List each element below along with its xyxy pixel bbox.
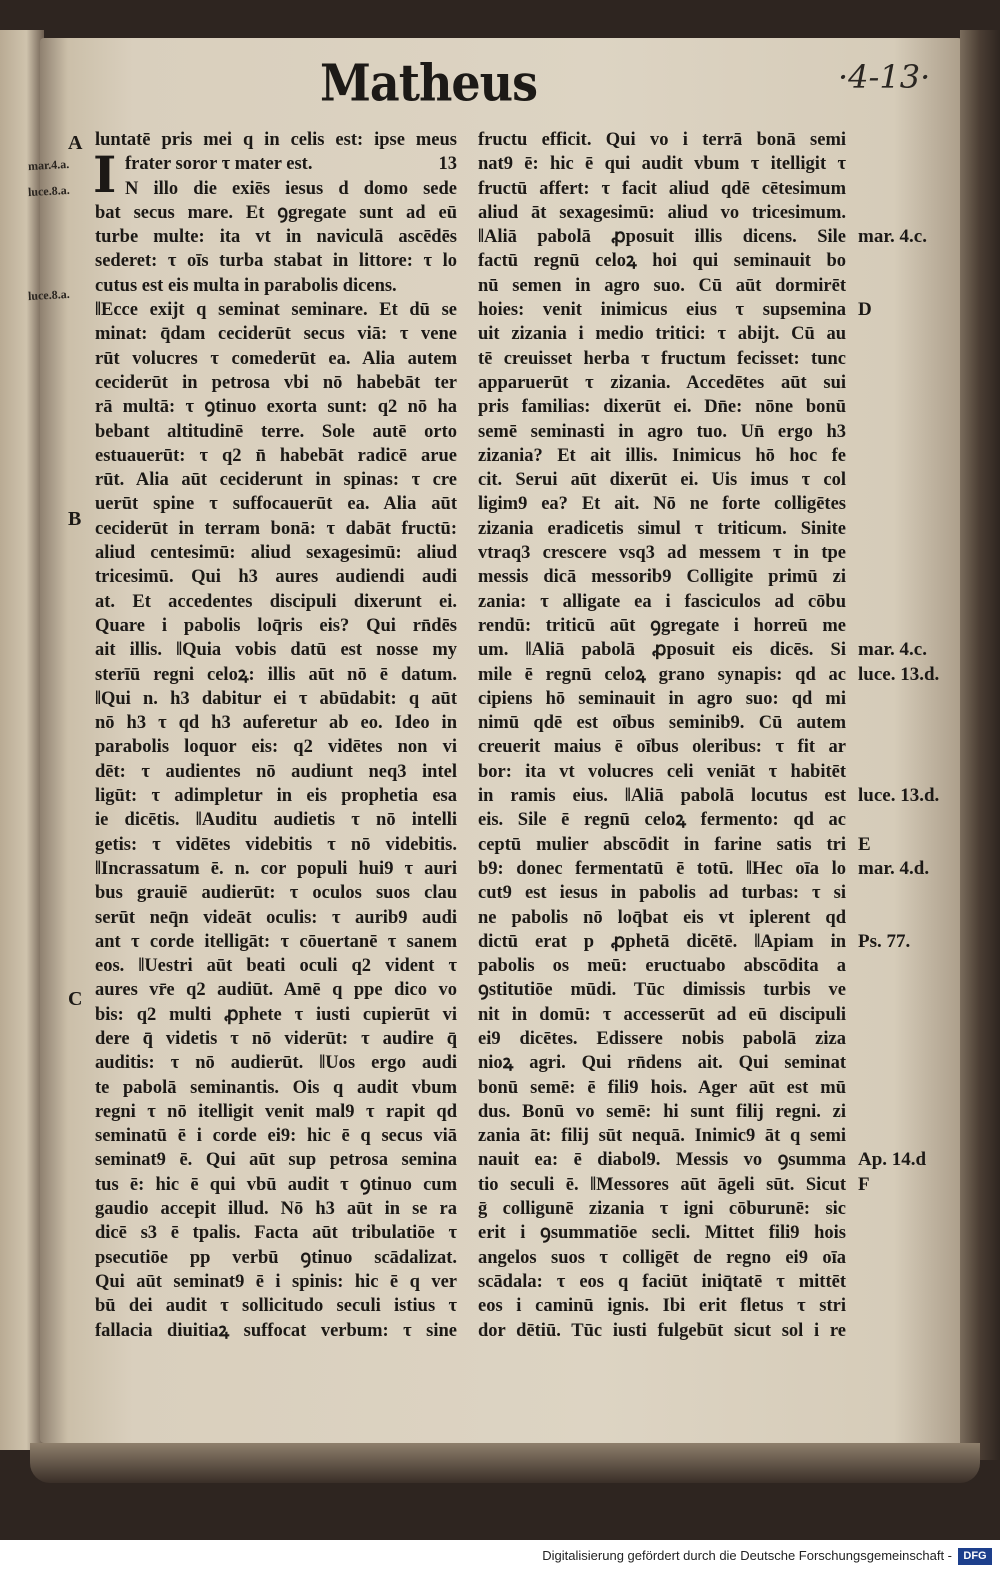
- text-line: [478, 492, 846, 516]
- text-line: [478, 711, 846, 735]
- text-line: [478, 225, 927, 249]
- line-text: creuerit maius ē oībus oleribus: τ fit ar: [478, 737, 846, 758]
- text-line: [478, 177, 846, 201]
- line-text: zania: τ alligate ea i fasciculos ad cōbu: [478, 591, 846, 612]
- text-line: [95, 1221, 457, 1245]
- line-text: dēt: τ audientes nō audiunt neq3 intel: [95, 761, 457, 782]
- text-line: [95, 1076, 457, 1100]
- line-text: dictū erat p ꝓphetā dicētē. ‖Apiam in: [478, 931, 846, 952]
- line-text: nit in domū: τ accesserūt ad eū discipuli: [478, 1004, 846, 1025]
- text-line: [478, 274, 846, 298]
- line-text: ie dicētis. ‖Auditu audietis τ nō intelli: [95, 810, 457, 831]
- text-line: [478, 1221, 846, 1245]
- text-line: [478, 687, 846, 711]
- text-line: [95, 663, 457, 687]
- page-fore-edge: [960, 30, 1000, 1460]
- text-line: [478, 808, 846, 832]
- line-text: tē creuisset herba τ fructum fecisset: tunc: [478, 348, 846, 369]
- line-text: ne pabolis nō loq̄bat eis vt iplerent qd: [478, 907, 846, 928]
- text-line: [478, 881, 846, 905]
- line-text: estuauerūt: τ q2 n̄ habebāt radicē arue: [95, 445, 457, 466]
- line-text: N illo die exiēs iesus d domo sede: [125, 178, 457, 199]
- text-line: [478, 638, 927, 662]
- text-line: [95, 1003, 457, 1027]
- text-line: [478, 614, 846, 638]
- line-text: tio seculi ē. ‖Messores aūt āgeli sūt. Sicut: [478, 1174, 846, 1195]
- line-text: psecutiōe pp verbū ꝯtinuo scādalizat.: [95, 1247, 457, 1268]
- line-text: frater soror τ mater est.: [125, 154, 313, 175]
- text-line: [478, 735, 846, 759]
- line-text: ligim9 ea? Et ait. Nō ne forte colligētes: [478, 494, 846, 515]
- text-line: [95, 347, 457, 371]
- text-line: [478, 760, 846, 784]
- line-text: gaudio accepit illud. Nō h3 aūt in se ra: [95, 1199, 457, 1220]
- line-text: bus grauiē audierūt: τ oculos suos clau: [95, 883, 457, 904]
- text-line: [478, 444, 846, 468]
- text-line: [95, 1051, 457, 1075]
- text-line: [95, 954, 457, 978]
- text-line: [95, 444, 457, 468]
- line-text: minat: q̄dam ceciderūt secus viā: τ vene: [95, 324, 457, 345]
- section-letter: C: [68, 988, 83, 1010]
- line-text: pris familias: dixerūt ei. Dn̄e: nōne bonū: [478, 397, 846, 418]
- text-line: [95, 881, 457, 905]
- line-text: tus ē: hic ē qui vbū audit τ ꝯtinuo cum: [95, 1174, 457, 1195]
- text-line: [95, 371, 457, 395]
- line-text: ꝯstitutiōe mūdi. Tūc dimissis turbis ve: [478, 980, 846, 1001]
- text-line: [95, 177, 457, 201]
- section-letter: B: [68, 508, 82, 530]
- text-line: [95, 808, 457, 832]
- text-line: [478, 1246, 846, 1270]
- text-line: [478, 371, 846, 395]
- line-text: bū dei audit τ sollicitudo seculi istius τ: [95, 1296, 457, 1317]
- line-text: bebant altitudinē terre. Sole autē orto: [95, 421, 457, 442]
- line-text: nimū qdē est oībus seminib9. Cū autem: [478, 713, 846, 734]
- line-text: sterīū regni celoꝝ: illis aūt nō ē datum.: [95, 664, 457, 685]
- line-text: zizania eradicetis simul τ triticum. Sinite: [478, 518, 846, 539]
- line-text: aliud āt sexagesimū: aliud vo tricesimum.: [478, 202, 846, 223]
- text-line: [478, 1076, 846, 1100]
- text-line: [95, 1148, 457, 1172]
- line-text: ait illis. ‖Quia vobis datū est nosse my: [95, 640, 457, 661]
- line-text: aures vr̄e q2 audiūt. Amē q ppe dico vo: [95, 980, 457, 1001]
- line-text: dus. Bonū vo semē: hi sunt filij regni. zi: [478, 1101, 846, 1122]
- text-line: [478, 906, 846, 930]
- line-text: factū regnū celoꝝ hoi qui seminauit bo: [478, 251, 846, 272]
- line-text: at. Et accedentes discipuli dixerunt ei.: [95, 591, 457, 612]
- text-line: [95, 468, 457, 492]
- text-line: [95, 128, 457, 152]
- line-text: mile ē regnū celoꝝ grano synapis: qd ac: [478, 664, 846, 685]
- footer-bar: [0, 1540, 1000, 1573]
- text-line: [478, 517, 846, 541]
- text-line: [95, 1124, 457, 1148]
- text-line: [95, 638, 457, 662]
- text-line: [478, 1051, 846, 1075]
- line-text: parabolis loquor eis: q2 vidētes non vi: [95, 737, 457, 758]
- left-text-column: [95, 128, 457, 1343]
- text-line: [478, 930, 911, 954]
- line-text: bor: ita vt volucres celi veniāt τ habitēt: [478, 761, 846, 782]
- text-line: [95, 857, 457, 881]
- text-line: [478, 347, 846, 371]
- line-text: regni τ nō itelligit venit mal9 τ rapit qd: [95, 1101, 457, 1122]
- text-line: [95, 225, 457, 249]
- text-line: [95, 1027, 457, 1051]
- line-text: Quare i pabolis loq̄ris eis? Qui rn̄dēs: [95, 615, 457, 636]
- line-text: fructū affert: τ facit aliud qdē cētesimum: [478, 178, 846, 199]
- line-text: ‖Incrassatum ē. n. cor populi hui9 τ auri: [95, 858, 457, 879]
- text-line: [478, 1197, 846, 1221]
- text-line: [478, 1100, 846, 1124]
- margin-ref: mar.4.a.: [27, 156, 70, 174]
- text-line: [478, 784, 940, 808]
- marginal-note: mar. 4.c.: [858, 226, 927, 248]
- line-text: Qui aūt seminat9 ē i spinis: hic ē q ver: [95, 1271, 457, 1292]
- facing-page-edge: [0, 30, 44, 1450]
- text-line: [95, 1294, 457, 1318]
- line-text: vtraq3 crescere vsq3 ad messem τ in tpe: [478, 543, 846, 564]
- marginal-note: E: [858, 833, 871, 855]
- line-text: um. ‖Aliā pabolā ꝓposuit eis dicēs. Si: [478, 640, 846, 661]
- line-text: uerūt spine τ suffocauerūt ea. Alia aūt: [95, 494, 457, 515]
- line-text: auditis: τ nō audierūt. ‖Uos ergo audi: [95, 1053, 457, 1074]
- text-line: [95, 1173, 457, 1197]
- text-line: [95, 735, 457, 759]
- page-bottom-edge: [30, 1443, 980, 1483]
- marginal-note: luce. 13.d.: [858, 663, 940, 685]
- text-line: [95, 249, 457, 273]
- line-text: fructu efficit. Qui vo i terrā bonā semi: [478, 130, 846, 150]
- line-text: ḡ colligunē zizania τ igni cōburunē: sic: [478, 1199, 846, 1220]
- text-line: [478, 954, 846, 978]
- line-text: nō h3 τ qd h3 auferetur ab eo. Ideo in: [95, 713, 457, 734]
- drop-initial: I: [93, 145, 117, 204]
- line-text: bonū semē: ē fili9 hois. Ager aūt est mū: [478, 1077, 846, 1098]
- line-text: erit i ꝯsummatiōe secli. Mittet fili9 hois: [478, 1223, 846, 1244]
- line-text: bis: q2 multi ꝓphete τ iusti cupierūt vi: [95, 1004, 457, 1025]
- line-text: in ramis eius. ‖Aliā pabolā locutus est: [478, 786, 846, 807]
- text-line: [95, 760, 457, 784]
- line-text: pabolis os meū: eructuabo abscōdita a: [478, 956, 846, 977]
- line-text: b9: donec fermentatū ē totū. ‖Hec oīa lo: [478, 858, 846, 879]
- text-line: [95, 152, 457, 176]
- text-line: [95, 590, 457, 614]
- line-text: cut9 est iesus in pabolis ad turbas: τ si: [478, 883, 846, 904]
- text-line: [95, 492, 457, 516]
- text-line: [95, 322, 457, 346]
- text-line: [95, 565, 457, 589]
- running-title: Matheus: [320, 53, 538, 113]
- text-line: [478, 249, 846, 273]
- text-line: [478, 395, 846, 419]
- text-line: [95, 420, 457, 444]
- line-text: ‖Ecce exijt q seminat seminare. Et dū se: [95, 300, 457, 321]
- marginal-note: mar. 4.c.: [858, 639, 927, 661]
- line-text: ligūt: τ adimpletur in eis prophetia esa: [95, 786, 457, 807]
- text-line: [478, 857, 930, 881]
- text-line: [95, 1319, 457, 1343]
- line-text: serūt neq̄n videāt oculis: τ aurib9 audi: [95, 907, 457, 928]
- line-text: rā multā: τ ꝯtinuo exorta sunt: q2 nō ha: [95, 397, 457, 418]
- line-text: nioꝝ agri. Qui rn̄dens ait. Qui seminat: [478, 1053, 846, 1074]
- line-text: dor dētiū. Tūc iusti fulgebūt sicut sol i re: [478, 1320, 846, 1341]
- marginal-note: Ap. 14.d: [858, 1149, 927, 1171]
- text-line: [478, 468, 846, 492]
- line-text: rūt. Alia aūt ceciderunt in spinas: τ cre: [95, 470, 457, 491]
- line-text: ei9 dicētes. Edissere nobis pabolā ziza: [478, 1028, 846, 1049]
- line-text: uit zizania i medio tritici: τ abijt. Cū au: [478, 324, 846, 345]
- line-text: scādala: τ eos q faciūt iniq̄tatē τ mittēt: [478, 1271, 846, 1292]
- section-letter: A: [68, 132, 83, 154]
- line-text: luntatē pris mei q in celis est: ipse meus: [95, 130, 457, 150]
- text-line: [478, 978, 846, 1002]
- marginal-note: luce. 13.d.: [858, 785, 940, 807]
- text-line: [478, 1294, 846, 1318]
- line-text: ceciderūt in terram bonā: τ dabāt fructū:: [95, 518, 457, 539]
- line-text: zizania? Et ait illis. Inimicus hō hoc fe: [478, 445, 846, 466]
- marginal-note: D: [858, 299, 872, 321]
- line-text: cipiens hō seminauit in agro suo: qd mi: [478, 688, 846, 709]
- text-line: [95, 930, 457, 954]
- text-line: [478, 1173, 870, 1197]
- text-line: [95, 687, 457, 711]
- text-line: [95, 541, 457, 565]
- text-line: [95, 298, 457, 322]
- line-text: nat9 ē: hic ē qui audit vbum τ itelligit τ: [478, 154, 846, 175]
- line-text: cutus est eis multa in parabolis dicens.: [95, 275, 397, 296]
- line-text: dicē s3 ē tpalis. Facta aūt tribulatiōe τ: [95, 1223, 457, 1244]
- line-text: rūt volucres τ comederūt ea. Alia autem: [95, 348, 457, 369]
- text-line: [95, 1100, 457, 1124]
- line-text: apparuerūt τ zizania. Accedētes aūt sui: [478, 372, 846, 393]
- text-line: [95, 517, 457, 541]
- text-line: [95, 784, 457, 808]
- text-line: [478, 833, 871, 857]
- text-line: [95, 274, 457, 298]
- line-text: turbe multe: ita vt in naviculā ascēdēs: [95, 227, 457, 248]
- text-line: [95, 1270, 457, 1294]
- line-text: messis dicā messorib9 Colligite primū zi: [478, 567, 846, 588]
- text-line: [95, 711, 457, 735]
- text-line: [478, 663, 940, 687]
- folio-number: ·4-13·: [838, 58, 931, 96]
- marginal-note: Ps. 77.: [858, 930, 911, 952]
- line-text: nauit ea: ē diabol9. Messis vo ꝯsumma: [478, 1150, 846, 1171]
- text-line: [478, 1319, 846, 1343]
- text-line: [95, 906, 457, 930]
- line-text: getis: τ vidētes videbitis τ nō videbitis.: [95, 834, 457, 855]
- margin-ref: luce.8.a.: [27, 182, 70, 200]
- line-text: eos. ‖Uestri aūt beati oculi q2 vident τ: [95, 956, 457, 977]
- line-text: angelos suos τ colligēt de regno ei9 oīa: [478, 1247, 846, 1268]
- text-line: [478, 1003, 846, 1027]
- line-text: eos i caminū ignis. Ibi erit fletus τ stri: [478, 1296, 846, 1317]
- chapter-number: 13: [438, 154, 457, 175]
- footer-credit: Digitalisierung gefördert durch die Deutsche Forschungsgemeinschaft -: [542, 1548, 952, 1563]
- line-text: eis. Sile ē regnū celoꝝ fermento: qd ac: [478, 810, 846, 831]
- line-text: seminat9 ē. Qui aūt sup petrosa semina: [95, 1150, 457, 1171]
- line-text: zania āt: filij sūt nequā. Inimic9 āt q semi: [478, 1126, 846, 1147]
- line-text: ceciderūt in petrosa vbi nō habebāt ter: [95, 372, 457, 393]
- text-line: [478, 152, 846, 176]
- line-text: fallacia diuitiaꝝ suffocat verbum: τ sine: [95, 1320, 457, 1341]
- text-line: [478, 201, 846, 225]
- right-text-column: [478, 128, 940, 1343]
- text-line: [478, 128, 846, 152]
- line-text: ant τ corde itelligāt: τ cōuertanē τ sanem: [95, 931, 457, 952]
- line-text: hoies: venit inimicus eius τ supsemina: [478, 300, 846, 321]
- text-line: [95, 833, 457, 857]
- line-text: rendū: triticū aūt ꝯgregate i horreū me: [478, 615, 846, 636]
- text-line: [478, 1027, 846, 1051]
- line-text: tricesimū. Qui h3 aures audiendi audi: [95, 567, 457, 588]
- line-text: nū semen in agro suo. Cū aūt dormirēt: [478, 275, 846, 296]
- text-line: [478, 322, 846, 346]
- line-text: seminatū ē i corde ei9: hic ē q secus viā: [95, 1126, 457, 1147]
- text-line: [478, 541, 846, 565]
- marginal-note: mar. 4.d.: [858, 857, 930, 879]
- line-text: dere q̄ videtis τ nō viderūt: τ audire q̄: [95, 1028, 457, 1049]
- line-text: ‖Qui n. h3 dabitur ei τ abūdabit: q aūt: [95, 688, 457, 709]
- text-line: [95, 978, 457, 1002]
- text-line: [478, 565, 846, 589]
- text-line: [478, 1148, 927, 1172]
- margin-ref: luce.8.a.: [27, 286, 70, 304]
- text-line: [95, 1246, 457, 1270]
- line-text: sederet: τ oīs turba stabat in littore: τ lo: [95, 251, 457, 272]
- line-text: cit. Serui aūt dixerūt ei. Uis imus τ col: [478, 470, 846, 491]
- text-line: [95, 614, 457, 638]
- line-text: ceptū mulier abscōdit in farine satis tri: [478, 834, 846, 855]
- text-line: [478, 590, 846, 614]
- line-text: semē seminasti in agro tuo. Un̄ ergo h3: [478, 421, 846, 442]
- marginal-note: F: [858, 1173, 870, 1195]
- text-line: [95, 395, 457, 419]
- line-text: ‖Aliā pabolā ꝓposuit illis dicens. Sile: [478, 227, 846, 248]
- text-line: [95, 201, 457, 225]
- text-line: [478, 420, 846, 444]
- text-line: [478, 1124, 846, 1148]
- line-text: bat secus mare. Et ꝯgregate sunt ad eū: [95, 202, 457, 223]
- text-line: [478, 1270, 846, 1294]
- text-line: [95, 1197, 457, 1221]
- dfg-logo: DFG: [958, 1548, 992, 1565]
- text-line: [478, 298, 872, 322]
- line-text: aliud centesimū: aliud sexagesimū: aliud: [95, 543, 457, 564]
- line-text: te pabolā seminantis. Ois q audit vbum: [95, 1077, 457, 1098]
